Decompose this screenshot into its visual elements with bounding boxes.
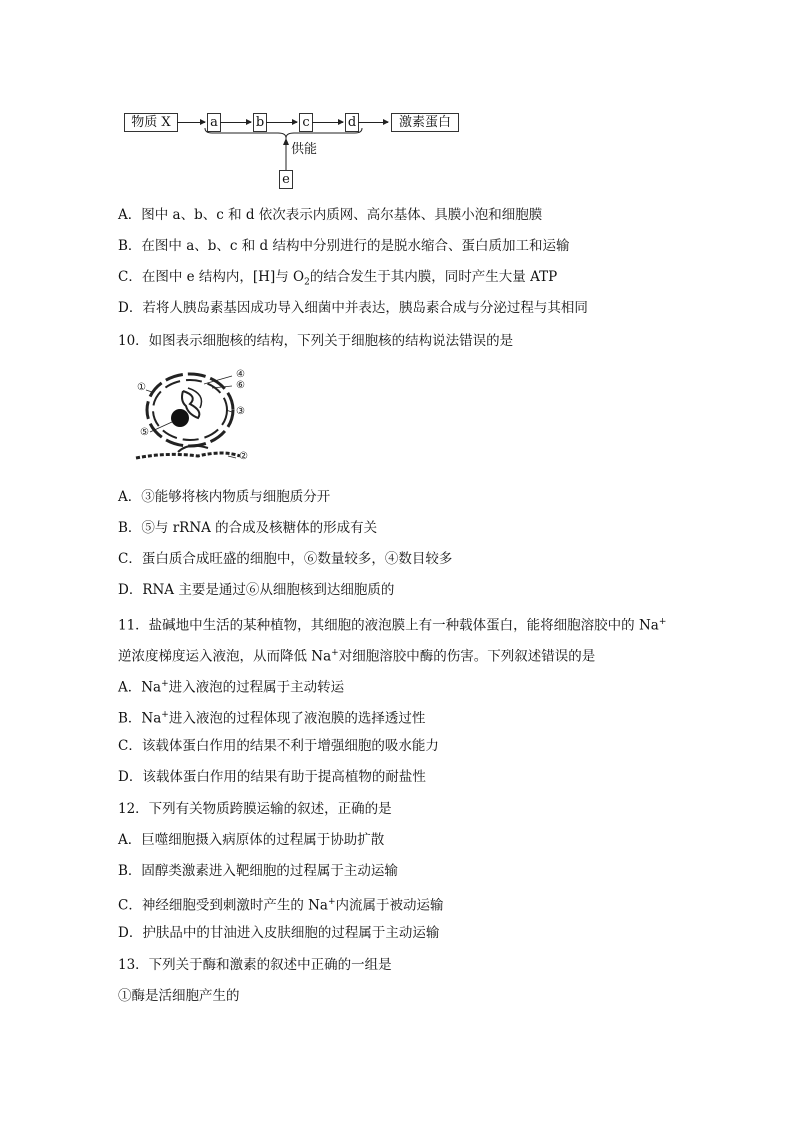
q9-option-d: D．若将人胰岛素基因成功导入细菌中并表达，胰岛素合成与分泌过程与其相同 <box>118 300 588 316</box>
arrow-b-to-c <box>266 122 297 123</box>
box-a: a <box>207 113 221 132</box>
q13-stem: 13．下列关于酶和激素的叙述中正确的一组是 <box>118 957 392 973</box>
q11-option-a: A．Na+进入液泡的过程属于主动转运 <box>118 679 345 696</box>
q12-stem: 12．下列有关物质跨膜运输的叙述，正确的是 <box>118 801 392 817</box>
supply-label: 供能 <box>291 142 318 157</box>
q9-option-c: C．在图中 e 结构内，[H]与 $O_2$的结合发生于其内膜，同时产生大量 ATP <box>118 269 558 288</box>
box-d: d <box>345 113 359 132</box>
q11-stem-line2: 逆浓度梯度运入液泡，从而降低 Na+对细胞溶胶中酶的伤害。下列叙述错误的是 <box>118 648 596 665</box>
nucleus-label-4: ④ <box>236 369 245 380</box>
q11-option-b: B．Na+进入液泡的过程体现了液泡膜的选择透过性 <box>118 710 426 727</box>
q11-option-c: C．该载体蛋白作用的结果不利于增强细胞的吸水能力 <box>118 738 439 754</box>
nucleus-label-2: ② <box>239 451 248 462</box>
q10-option-c: C．蛋白质合成旺盛的细胞中，⑥数量较多，④数目较多 <box>118 551 453 567</box>
brace-and-supply-arrow <box>200 126 370 176</box>
q9-option-b: B．在图中 a、b、c 和 d 结构中分别进行的是脱水缩合、蛋白质加工和运输 <box>118 238 570 254</box>
arrow-a-to-b <box>220 122 251 123</box>
arrow-c-to-d <box>312 122 343 123</box>
nucleus-label-1: ① <box>137 382 146 393</box>
q9-option-a: A．图中 a、b、c 和 d 依次表示内质网、高尔基体、具膜小泡和细胞膜 <box>118 207 543 223</box>
box-hormone-protein: 激素蛋白 <box>391 113 459 132</box>
box-b: b <box>253 113 267 132</box>
q12-option-d: D．护肤品中的甘油进入皮肤细胞的过程属于主动运输 <box>118 925 440 941</box>
q10-stem: 10．如图表示细胞核的结构，下列关于细胞核的结构说法错误的是 <box>118 333 514 349</box>
nucleus-label-3: ③ <box>236 406 245 417</box>
nucleus-label-6: ⑥ <box>236 380 245 391</box>
arrow-x-to-a <box>177 122 205 123</box>
q11-option-d: D．该载体蛋白作用的结果有助于提高植物的耐盐性 <box>118 769 426 785</box>
nucleus-label-5: ⑤ <box>140 427 149 438</box>
box-c: c <box>299 113 313 132</box>
box-e: e <box>279 170 293 189</box>
q10-option-d: D．RNA 主要是通过⑥从细胞核到达细胞质的 <box>118 582 395 598</box>
box-substance-x: 物质 X <box>124 113 178 132</box>
q12-option-a: A．巨噬细胞摄入病原体的过程属于协助扩散 <box>118 832 385 848</box>
q13-item-1: ①酶是活细胞产生的 <box>118 988 240 1004</box>
q12-option-b: B．固醇类激素进入靶细胞的过程属于主动运输 <box>118 863 398 879</box>
q12-option-c: C．神经细胞受到刺激时产生的 Na+内流属于被动运输 <box>118 897 444 914</box>
q10-option-a: A．③能够将核内物质与细胞质分开 <box>118 489 331 505</box>
q11-stem-line1: 11．盐碱地中生活的某种植物，其细胞的液泡膜上有一种载体蛋白，能将细胞溶胶中的 Na+ <box>118 617 667 634</box>
q10-option-b: B．⑤与 rRNA 的合成及核糖体的形成有关 <box>118 520 378 536</box>
arrow-d-to-end <box>358 122 388 123</box>
